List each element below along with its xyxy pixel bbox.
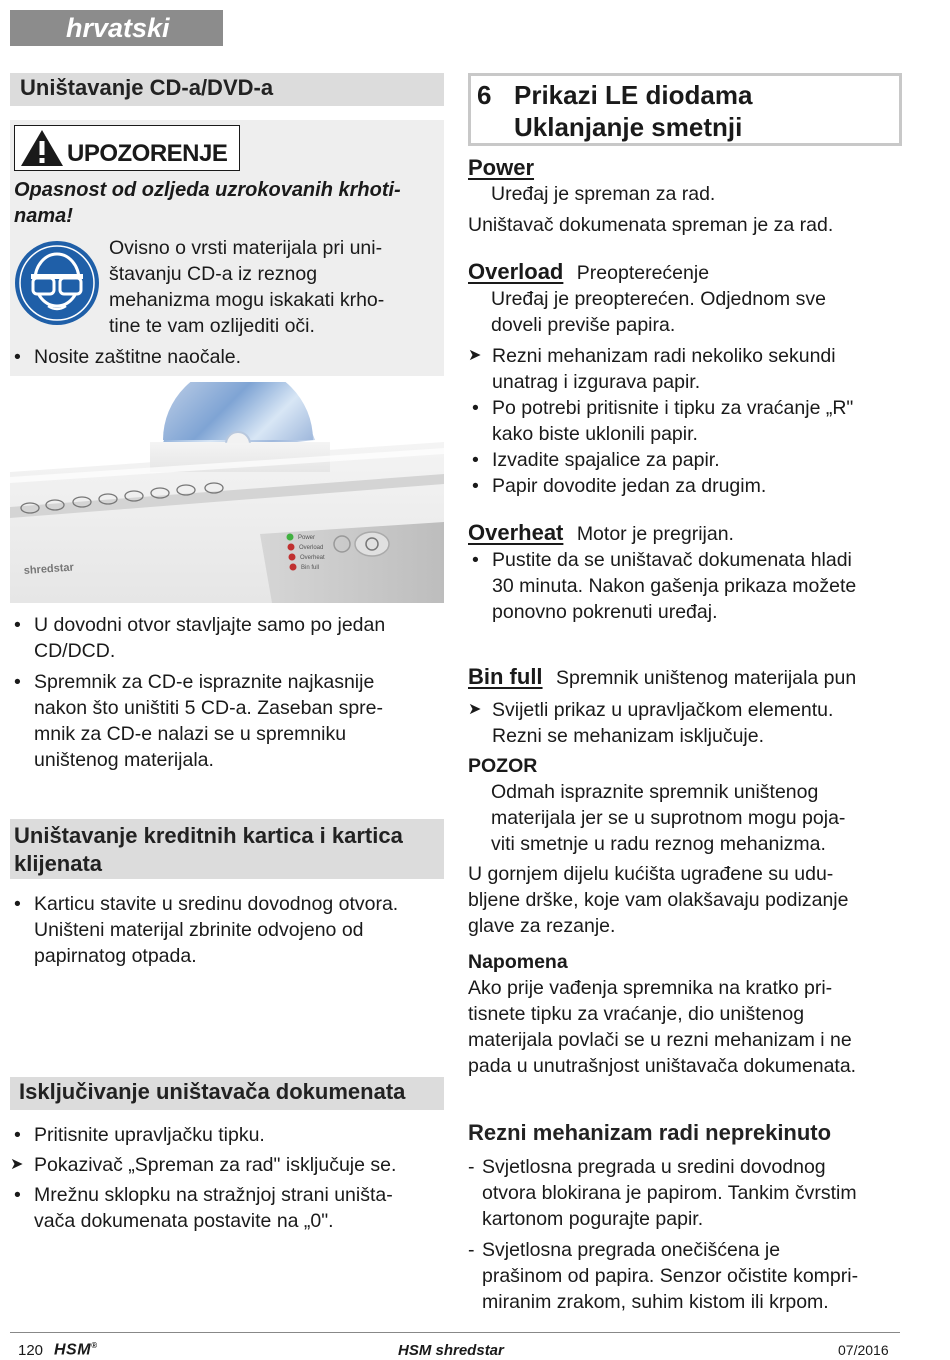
text-line: U gornjem dijelu kućišta ugrađene su udu-: [468, 863, 834, 885]
text-line: ➤ Svijetli prikaz u upravljačkom elementu.: [492, 699, 834, 721]
text-line: Rezni se mehanizam isključuje.: [492, 725, 765, 747]
svg-text:Power: Power: [298, 535, 316, 541]
text-line: doveli previše papira.: [491, 314, 676, 336]
warning-title-line: nama!: [14, 205, 73, 227]
cd-bullets: [10, 612, 444, 773]
bullet-line: papirnatog otpada.: [34, 945, 197, 967]
text-line: ➤ Rezni mehanizam radi nekoliko sekundi: [492, 345, 836, 367]
text-line: viti smetnje u radu reznog mehanizma.: [491, 833, 826, 855]
warning-text-line: štavanju CD-a iz reznog: [109, 263, 318, 285]
text-line: ponovno pokrenuti uređaj.: [492, 601, 718, 623]
chapter-title-line: Prikazi LE diodama: [514, 80, 753, 110]
result-item: [468, 343, 902, 395]
warning-label: UPOZORENJE: [67, 140, 228, 167]
overheat-term: Overheat: [468, 520, 564, 545]
text-line: unatrag i izgurava papir.: [492, 371, 701, 393]
list-item: [468, 395, 902, 447]
text-line: materijala jer se u suprotnom mogu poja-: [491, 807, 846, 829]
bullet-line: nakon što uništiti 5 CD-a. Zaseban spre-: [34, 697, 384, 719]
overload-desc: Preopterećenje: [576, 262, 710, 284]
section-heading-switch-off: Isključivanje uništavača dokumenata: [10, 1077, 444, 1110]
power-section: [468, 155, 902, 238]
section-heading-cards: [10, 819, 444, 879]
list-item: [468, 547, 902, 625]
section-heading-cd-dvd: Uništavanje CD-a/DVD-a: [10, 73, 444, 106]
eye-protection-icon: [14, 240, 100, 326]
page-number: 120: [18, 1342, 44, 1359]
list-item: • Pritisnite upravljačku tipku.: [10, 1122, 444, 1148]
bullet-line: • Mrežnu sklopku na stražnjoj strani uništa-: [34, 1184, 393, 1206]
svg-text:Overheat: Overheat: [300, 555, 325, 561]
bin-full-heading-row: [468, 664, 902, 691]
warning-box: [10, 120, 444, 376]
language-tab: hrvatski: [10, 10, 223, 46]
handles-paragraph: [468, 861, 902, 939]
heading-line: klijenata: [14, 851, 103, 876]
text-line: miranim zrakom, suhim kistom ili krpom.: [482, 1291, 829, 1313]
text-line: tisnete tipku za vraćanje, dio uništenog: [468, 1003, 805, 1025]
text-line: 30 minuta. Nakon gašenja prikaza možete: [492, 575, 857, 597]
text-line: - Svjetlosna pregrada u sredini dovodnog: [482, 1156, 826, 1178]
logo-text: HSM: [54, 1341, 92, 1359]
result-item: ➤ Pokazivač „Spreman za rad" isključuje se.: [10, 1152, 444, 1178]
text-line: kartonom pogurajte papir.: [482, 1208, 704, 1230]
footer-product: HSM shredstar: [398, 1342, 504, 1359]
list-item: [468, 1154, 902, 1232]
warning-label-frame: [14, 125, 240, 171]
text-line: - Svjetlosna pregrada onečišćena je: [482, 1239, 781, 1261]
text-line: prašinom od papira. Senzor očistite kompri-: [482, 1265, 859, 1287]
warning-text-line: tine te vam ozlijediti oči.: [109, 315, 315, 337]
list-item: [10, 1182, 444, 1234]
text-line: otvora blokirana je papirom. Tankim čvrstim: [482, 1182, 857, 1204]
hsm-logo: [54, 1341, 97, 1359]
chapter-number: 6: [477, 80, 492, 110]
overheat-desc: Motor je pregrijan.: [576, 523, 734, 545]
list-item: [10, 669, 444, 773]
card-bullet: [10, 891, 468, 969]
list-item: • Papir dovodite jedan za drugim.: [468, 473, 902, 499]
list-item: • Izvadite spajalice za papir.: [468, 447, 902, 473]
power-text: Uređaj je spreman za rad.: [491, 183, 716, 205]
switch-off-steps: [10, 1122, 444, 1234]
svg-text:Bin full: Bin full: [301, 565, 320, 571]
text-line: bljene drške, koje vam olakšavaju podizanje: [468, 889, 849, 911]
text-line: Odmah ispraznite spremnik uništenog: [491, 781, 819, 803]
warning-title: [14, 177, 442, 229]
caution-text: [468, 779, 902, 857]
overload-heading-row: [468, 259, 902, 286]
caution-heading: POZOR: [468, 755, 538, 777]
bullet-line: vača dokumenata postavite na „0".: [34, 1210, 334, 1232]
power-term: Power: [468, 155, 535, 180]
text-line: Ako prije vađenja spremnika na kratko pri-: [468, 977, 833, 999]
bullet-line: • Karticu stavite u sredinu dovodnog otvora.: [34, 893, 399, 915]
text-line: glave za rezanje.: [468, 915, 616, 937]
text-line: • Po potrebi pritisnite i tipku za vraćanje „R": [492, 397, 854, 419]
text-line: materijala povlači se u rezni mehanizam i ne: [468, 1029, 852, 1051]
overheat-heading-row: [468, 520, 902, 547]
warning-text: [109, 235, 439, 339]
bullet-line: uništenog materijala.: [34, 749, 214, 771]
bullet-line: Uništeni materijal zbrinite odvojeno od: [34, 919, 364, 941]
bin-full-term: Bin full: [468, 664, 543, 689]
note-text: [468, 975, 902, 1079]
registered-mark: ®: [91, 1341, 98, 1350]
bullet-line: • U dovodni otvor stavljajte samo po jedan: [34, 614, 386, 636]
chapter-title: [514, 79, 752, 143]
warning-title-line: Opasnost od ozljeda uzrokovanih krhoti-: [14, 179, 401, 201]
text-line: kako biste uklonili papir.: [492, 423, 698, 445]
power-text: Uništavač dokumenata spreman je za rad.: [468, 214, 834, 236]
continuous-section: [468, 1120, 902, 1315]
shredder-illustration: [10, 382, 444, 603]
chapter-heading-box: [468, 73, 902, 146]
text-line: pada u unutrašnjost uništavača dokumenata.: [468, 1055, 857, 1077]
list-item: [468, 1237, 902, 1315]
shredder-figure: [10, 382, 444, 603]
bullet-line: • Spremnik za CD-e ispraznite najkasnije: [34, 671, 375, 693]
note-heading: Napomena: [468, 951, 568, 973]
svg-text:Overload: Overload: [299, 545, 324, 551]
warning-text-line: Ovisno o vrsti materijala pri uni-: [109, 237, 383, 259]
bin-full-desc: Spremnik uništenog materijala pun: [555, 667, 857, 689]
warning-triangle-icon: [19, 128, 65, 168]
bin-full-section: [468, 664, 902, 1079]
continuous-heading: Rezni mehanizam radi neprekinuto: [468, 1120, 832, 1145]
footer-rule: [10, 1332, 900, 1333]
heading-line: Uništavanje kreditnih kartica i kartica: [14, 823, 403, 848]
overload-term: Overload: [468, 259, 564, 284]
list-item: [10, 612, 444, 664]
footer-date: 07/2016: [838, 1342, 889, 1358]
chapter-title-line: Uklanjanje smetnji: [514, 112, 743, 142]
overload-text: [468, 286, 902, 338]
figure-brand: shredstar: [23, 561, 75, 577]
text-line: • Pustite da se uništavač dokumenata hladi: [492, 549, 852, 571]
overload-section: [468, 259, 902, 499]
warning-text-line: mehanizma mogu iskakati krho-: [109, 289, 385, 311]
result-item: [468, 697, 902, 749]
overheat-section: [468, 520, 902, 625]
text-line: Uređaj je preopterećen. Odjednom sve: [491, 288, 826, 310]
bullet-line: CD/DCD.: [34, 640, 116, 662]
bullet-line: mnik za CD-e nalazi se u spremniku: [34, 723, 347, 745]
warning-bullet: • Nosite zaštitne naočale.: [10, 344, 454, 370]
